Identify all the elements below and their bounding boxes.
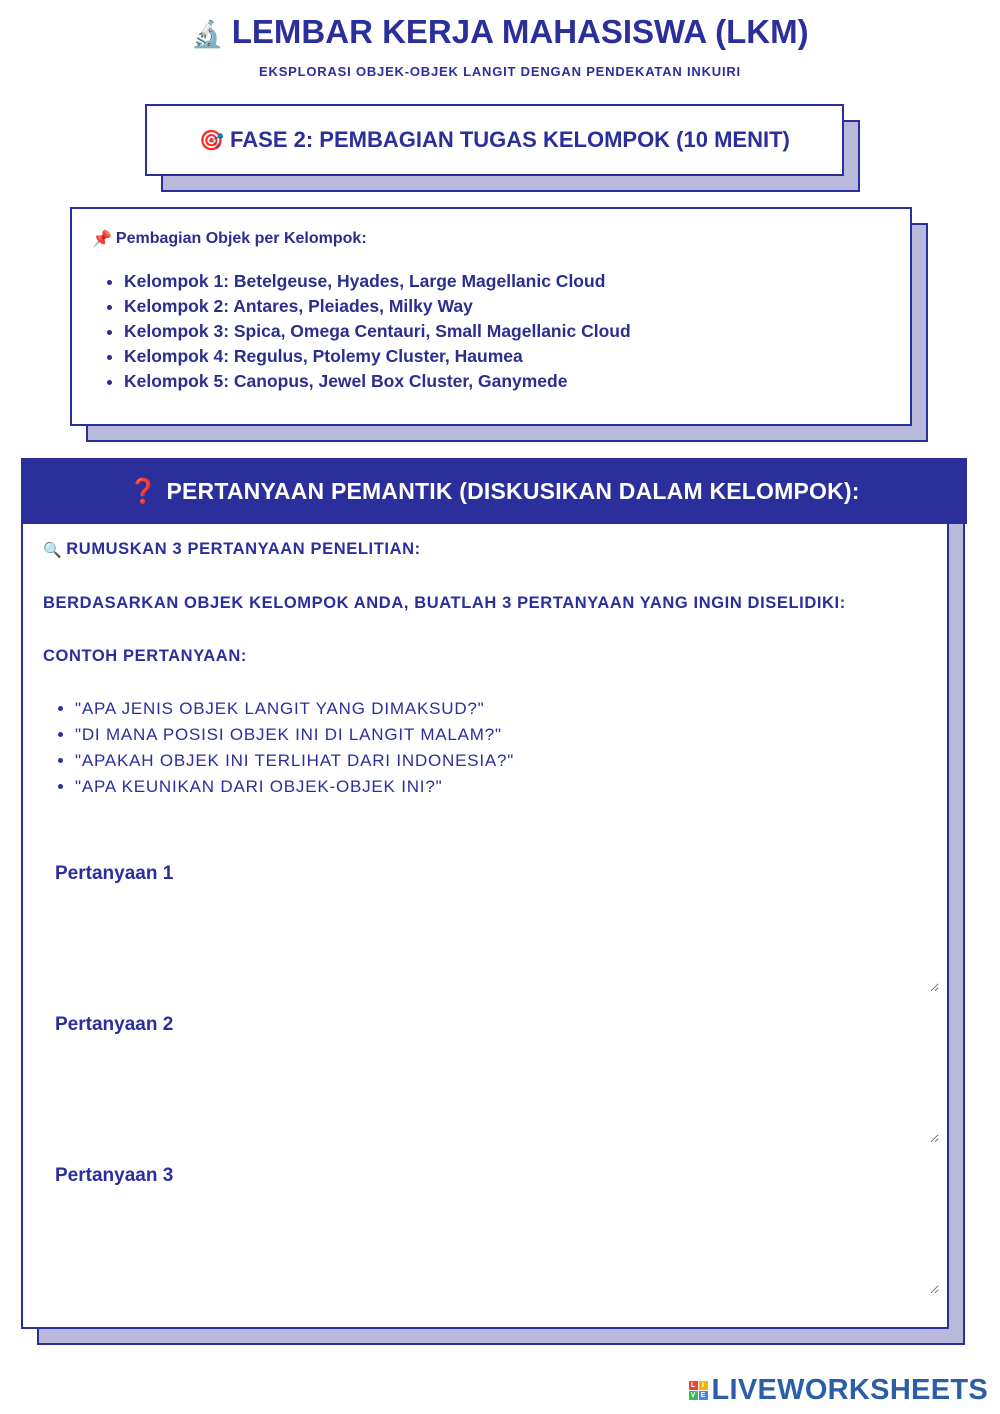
example-item: • "DI MANA POSISI OBJEK INI DI LANGIT MALAM?" bbox=[75, 722, 955, 748]
pushpin-icon: 📌 bbox=[92, 231, 112, 248]
research-questions-heading bbox=[43, 540, 421, 559]
phase-box bbox=[145, 104, 844, 176]
questions-box bbox=[21, 458, 949, 1329]
microscope-icon: 🔬 bbox=[191, 19, 224, 49]
worksheet-title-text: LEMBAR KERJA MAHASISWA (LKM) bbox=[231, 13, 809, 50]
groups-box bbox=[70, 207, 912, 426]
target-icon: 🎯 bbox=[199, 129, 225, 152]
example-item: • "APA JENIS OBJEK LANGIT YANG DIMAKSUD?" bbox=[75, 696, 955, 722]
group-item: • Kelompok 4: Regulus, Ptolemy Cluster, Haumea bbox=[124, 344, 890, 369]
example-list bbox=[43, 696, 955, 800]
questions-header-text: PERTANYAAN PEMANTIK (DISKUSIKAN DALAM KELOMPOK): bbox=[166, 477, 860, 504]
logo-text: LIVEWORKSHEETS bbox=[711, 1374, 988, 1406]
question-mark-icon: ❓ bbox=[128, 477, 159, 505]
groups-list bbox=[92, 269, 890, 394]
phase-title: FASE 2: PEMBAGIAN TUGAS KELOMPOK (10 MENIT) bbox=[230, 127, 790, 152]
example-heading: CONTOH PERTANYAAN: bbox=[43, 647, 247, 665]
groups-heading-text: Pembagian Objek per Kelompok: bbox=[115, 230, 367, 247]
worksheet-subtitle: EKSPLORASI OBJEK-OBJEK LANGIT DENGAN PENDEKATAN INKUIRI bbox=[259, 64, 741, 79]
logo-letter: E bbox=[699, 1391, 708, 1400]
logo-letter: V bbox=[689, 1391, 698, 1400]
question-1-label: Pertanyaan 1 bbox=[55, 863, 174, 884]
questions-header bbox=[21, 458, 967, 524]
example-item: • "APA KEUNIKAN DARI OBJEK-OBJEK INI?" bbox=[75, 774, 955, 800]
question-3-input[interactable] bbox=[55, 1195, 939, 1294]
instruction-text: BERDASARKAN OBJEK KELOMPOK ANDA, BUATLAH 3 PERTANYAAN YANG INGIN DISELIDIKI: bbox=[43, 594, 846, 612]
logo-letter: L bbox=[689, 1381, 698, 1390]
example-item: • "APAKAH OBJEK INI TERLIHAT DARI INDONESIA?" bbox=[75, 748, 955, 774]
question-2-input[interactable] bbox=[55, 1044, 939, 1143]
magnifier-icon: 🔍 bbox=[43, 541, 63, 559]
question-2-label: Pertanyaan 2 bbox=[55, 1014, 174, 1035]
logo-letter: I bbox=[699, 1381, 708, 1390]
group-item: • Kelompok 5: Canopus, Jewel Box Cluster, Ganymede bbox=[124, 369, 890, 394]
question-3-label: Pertanyaan 3 bbox=[55, 1165, 174, 1186]
group-item: • Kelompok 3: Spica, Omega Centauri, Small Magellanic Cloud bbox=[124, 319, 890, 344]
question-1-input[interactable] bbox=[55, 893, 939, 992]
research-questions-heading-text: RUMUSKAN 3 PERTANYAAN PENELITIAN: bbox=[66, 540, 421, 558]
logo-mark-icon bbox=[689, 1381, 708, 1400]
groups-heading bbox=[92, 229, 890, 249]
group-item: • Kelompok 1: Betelgeuse, Hyades, Large Magellanic Cloud bbox=[124, 269, 890, 294]
worksheet-title bbox=[0, 10, 1000, 56]
group-item: • Kelompok 2: Antares, Pleiades, Milky Way bbox=[124, 294, 890, 319]
liveworksheets-logo[interactable] bbox=[689, 1374, 989, 1407]
